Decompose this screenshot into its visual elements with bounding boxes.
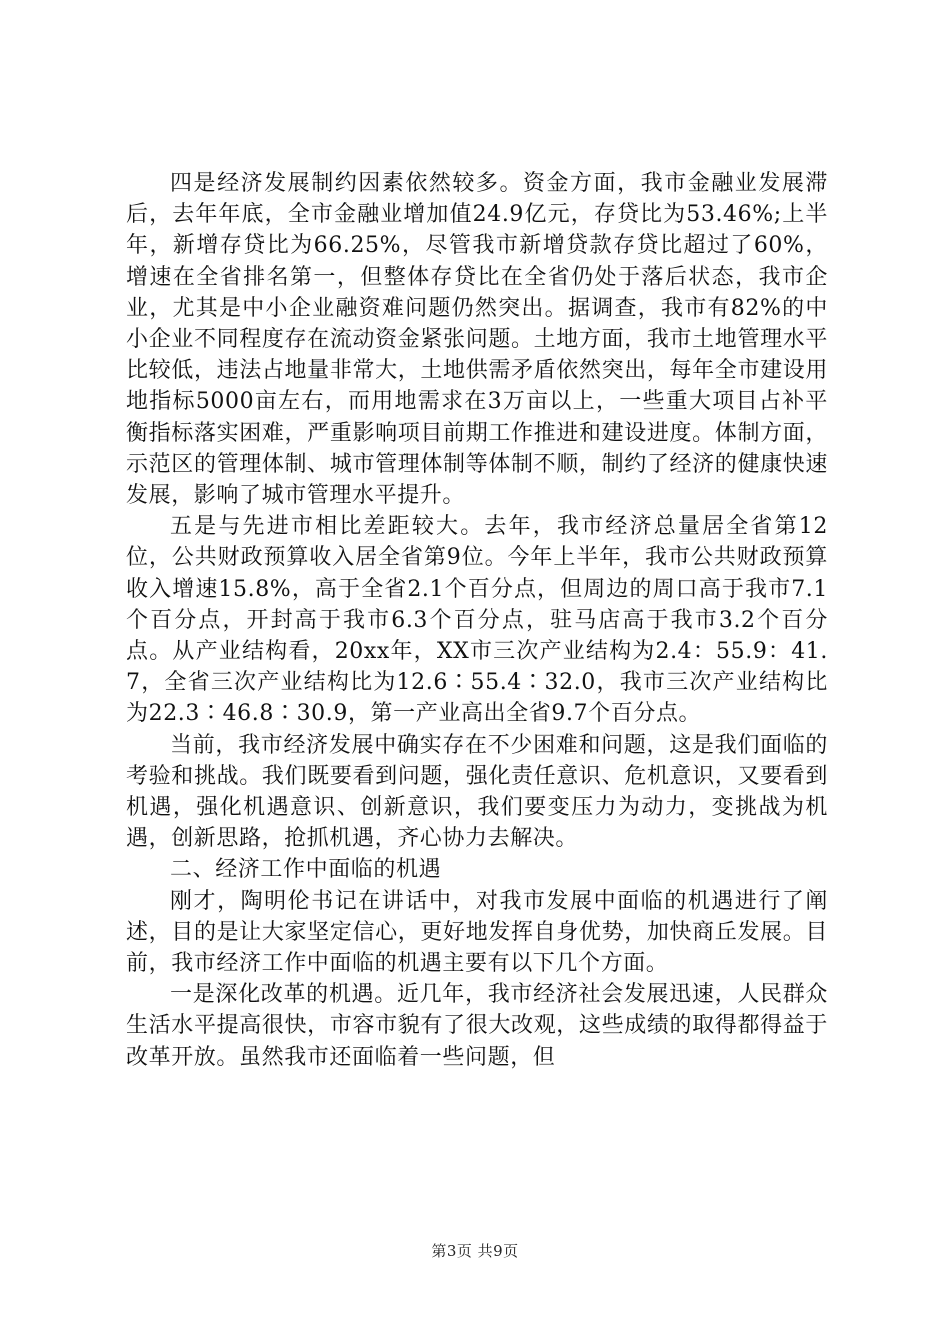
paragraph-constraints: 四是经济发展制约因素依然较多。资金方面，我市金融业发展滞后，去年年底，全市金融业增加值24.9亿元，存贷比为53.46%;上半年，新增存贷比为66.25%，尽管我市新增贷款存贷比超过了60%，增速在全省排名第一，但整体存贷比在全省仍处于落后状态，我市企业，尤其是中小企业融资难问题仍然突出。据调查，我市有82%的中小企业不同程度存在流动资金紧张问题。土地方面，我市土地管理水平比较低，违法占地量非常大，土地供需矛盾依然突出，每年全市建设用地指标5000亩左右，而用地需求在3万亩以上，一些重大项目占补平衡指标落实困难，严重影响项目前期工作推进和建设进度。体制方面，示范区的管理体制、城市管理体制等体制不顺，制约了经济的健康快速发展，影响了城市管理水平提升。 bbox=[126, 171, 828, 509]
paragraph-opportunities-intro: 刚才，陶明伦书记在讲话中，对我市发展中面临的机遇进行了阐述，目的是让大家坚定信心，更好地发挥自身优势，加快商丘发展。目前，我市经济工作中面临的机遇主要有以下几个方面。 bbox=[126, 888, 828, 977]
paragraph-current-situation: 当前，我市经济发展中确实存在不少困难和问题，这是我们面临的考验和挑战。我们既要看到问题，强化责任意识、危机意识，又要看到机遇，强化机遇意识、创新意识，我们要变压力为动力，变挑战为机遇，创新思路，抢抓机遇，齐心协力去解决。 bbox=[126, 732, 828, 852]
page-number-footer: 第3页 共9页 bbox=[431, 1242, 519, 1260]
paragraph-reform-opportunity: 一是深化改革的机遇。近几年，我市经济社会发展迅速，人民群众生活水平提高很快，市容市貌有了很大改观，这些成绩的取得都得益于改革开放。虽然我市还面临着一些问题，但 bbox=[126, 982, 828, 1070]
section-heading-opportunities: 二、经济工作中面临的机遇 bbox=[170, 857, 442, 883]
paragraph-gap-with-advanced-cities: 五是与先进市相比差距较大。去年，我市经济总量居全省第12位，公共财政预算收入居全省第9位。今年上半年，我市公共财政预算收入增速15.8%，高于全省2.1个百分点，但周边的周口高于我市7.1个百分点，开封高于我市6.3个百分点，驻马店高于我市3.2个百分点。从产业结构看，20xx年，XX市三次产业结构为2.4：55.9：41.7，全省三次产业结构比为12.6∶55.4∶32.0，我市三次产业结构比为22.3∶46.8∶30.9，第一产业高出全省9.7个百分点。 bbox=[126, 514, 828, 727]
document-body bbox=[126, 168, 828, 1073]
